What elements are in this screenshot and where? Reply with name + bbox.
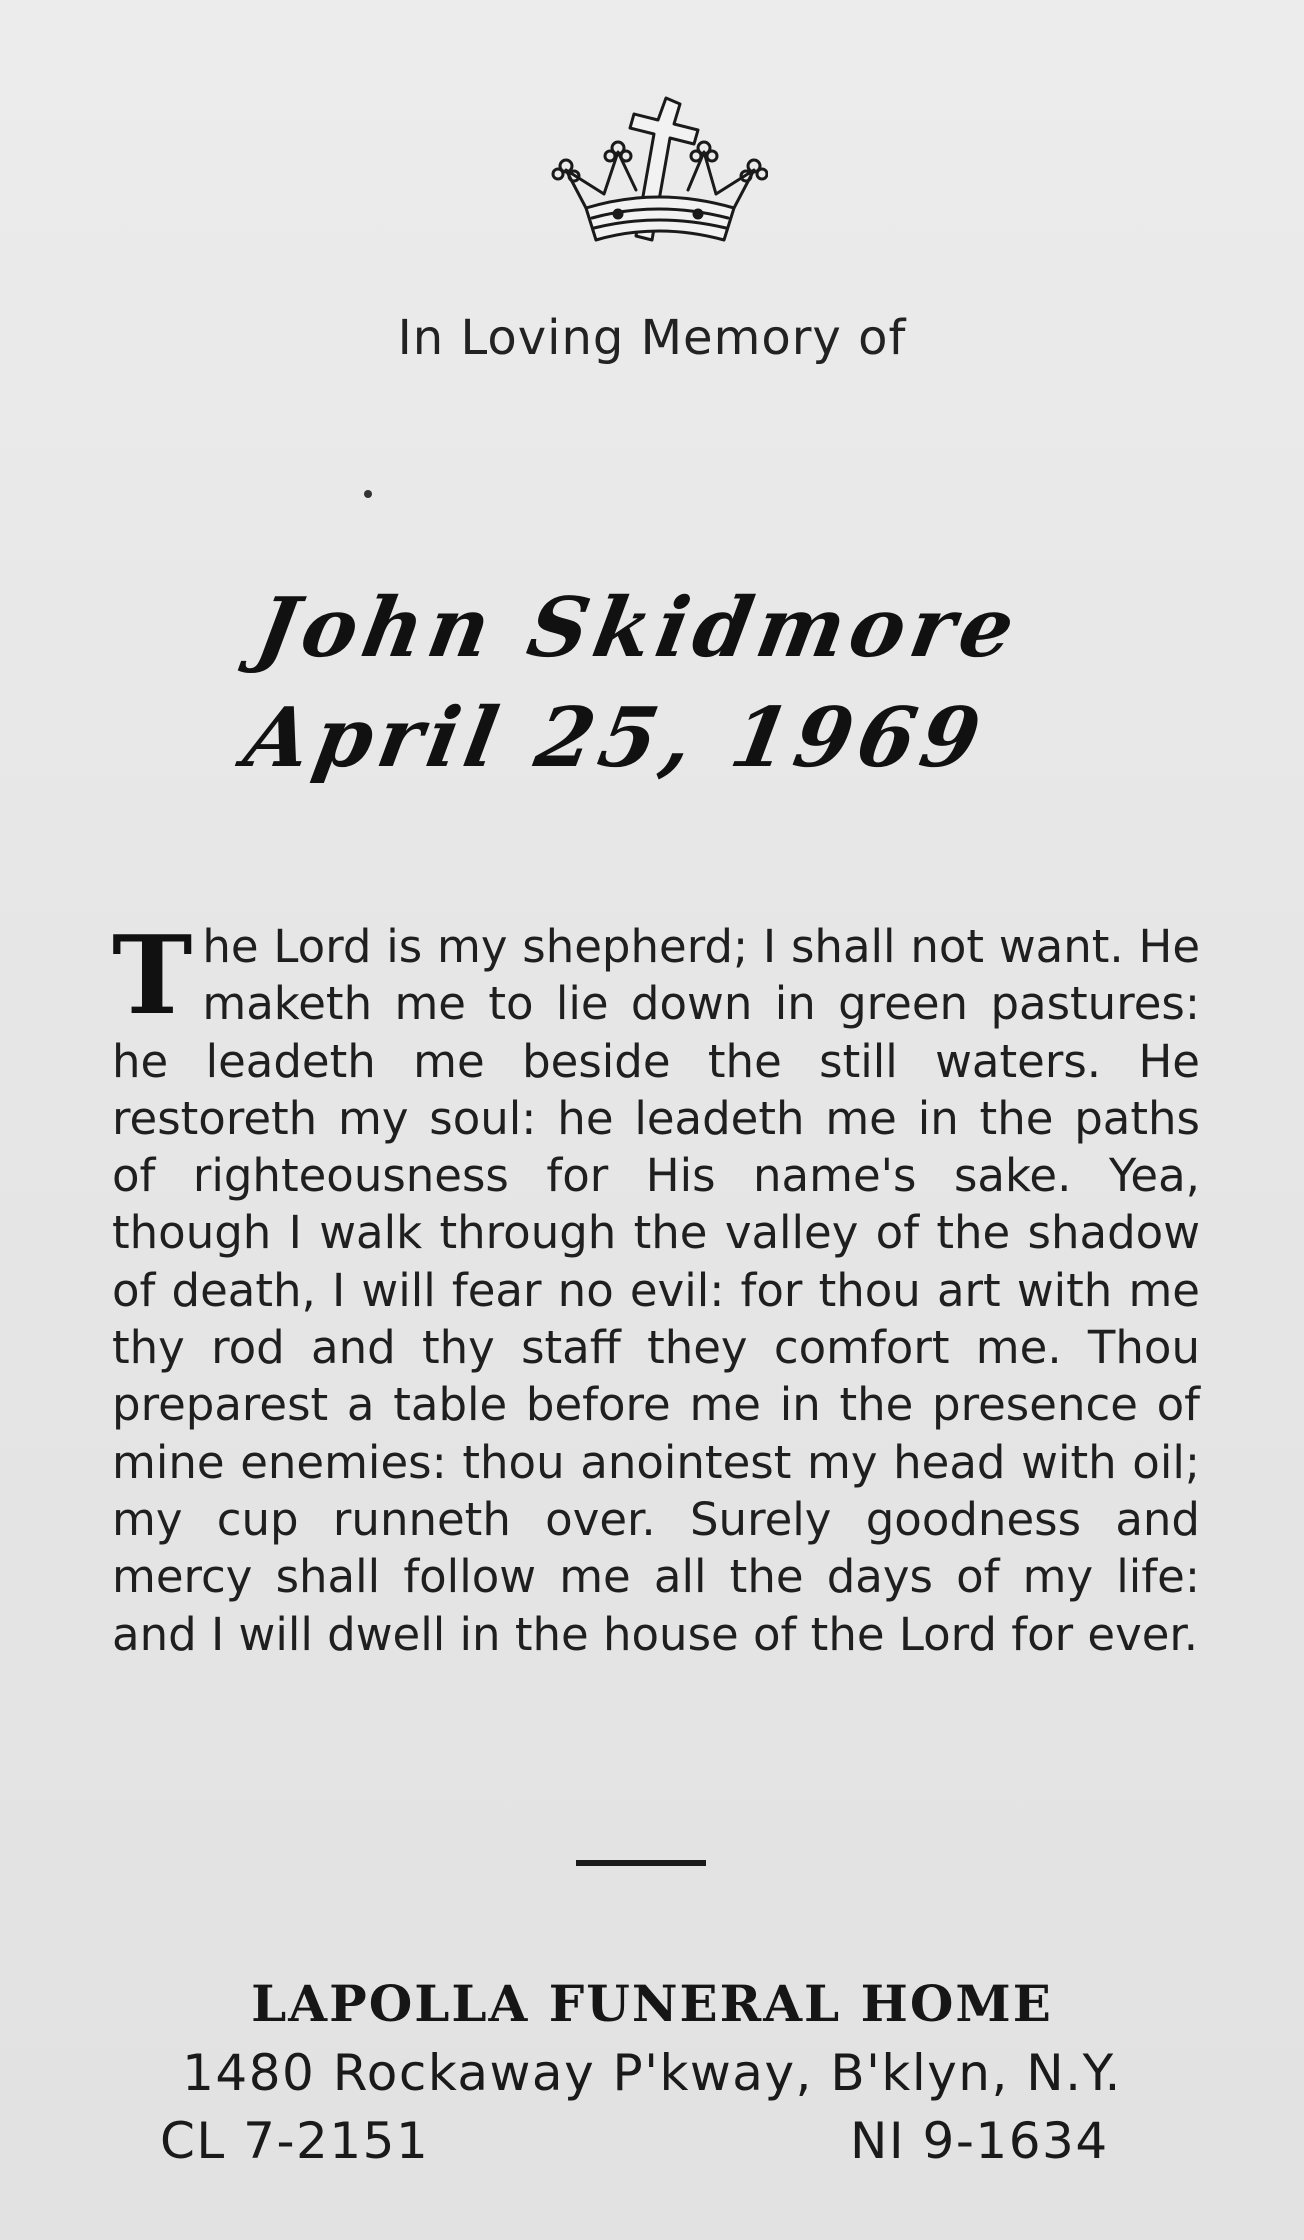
phone-number-ni: NI 9-1634: [850, 2112, 1109, 2170]
phone-number-cl: CL 7-2151: [160, 2112, 430, 2170]
funeral-home-name: LAPOLLA FUNERAL HOME: [251, 1974, 1053, 2033]
divider-rule: [576, 1860, 706, 1866]
ink-dot: [364, 490, 372, 498]
crown-with-cross-icon: [548, 90, 768, 270]
psalm-body: he Lord is my shepherd; I shall not want. He maketh me to lie down in green pastures: he leadeth me beside the still waters. He restoreth my soul: he leadeth me in the paths of righteousness for His name's sake. Yea, though I walk through the valley of the shadow of death, I will fear no evil: for thou art with me thy rod and thy staff they comfort me. Thou preparest a table before me in the presence of mine enemies: thou anointest my head with oil; my cup runneth over. Surely goodness and mercy shall follow me all the days of my life: and I will dwell in the house of the Lord for ever.: [112, 920, 1200, 1661]
funeral-home-address: 1480 Rockaway P'kway, B'klyn, N.Y.: [182, 2044, 1122, 2102]
deceased-name: John Skidmore: [249, 580, 1028, 676]
death-date: April 25, 1969: [237, 690, 993, 786]
psalm-drop-cap: T: [112, 913, 193, 1039]
intro-heading: In Loving Memory of: [397, 310, 907, 366]
psalm-text-block: [112, 913, 1200, 1663]
